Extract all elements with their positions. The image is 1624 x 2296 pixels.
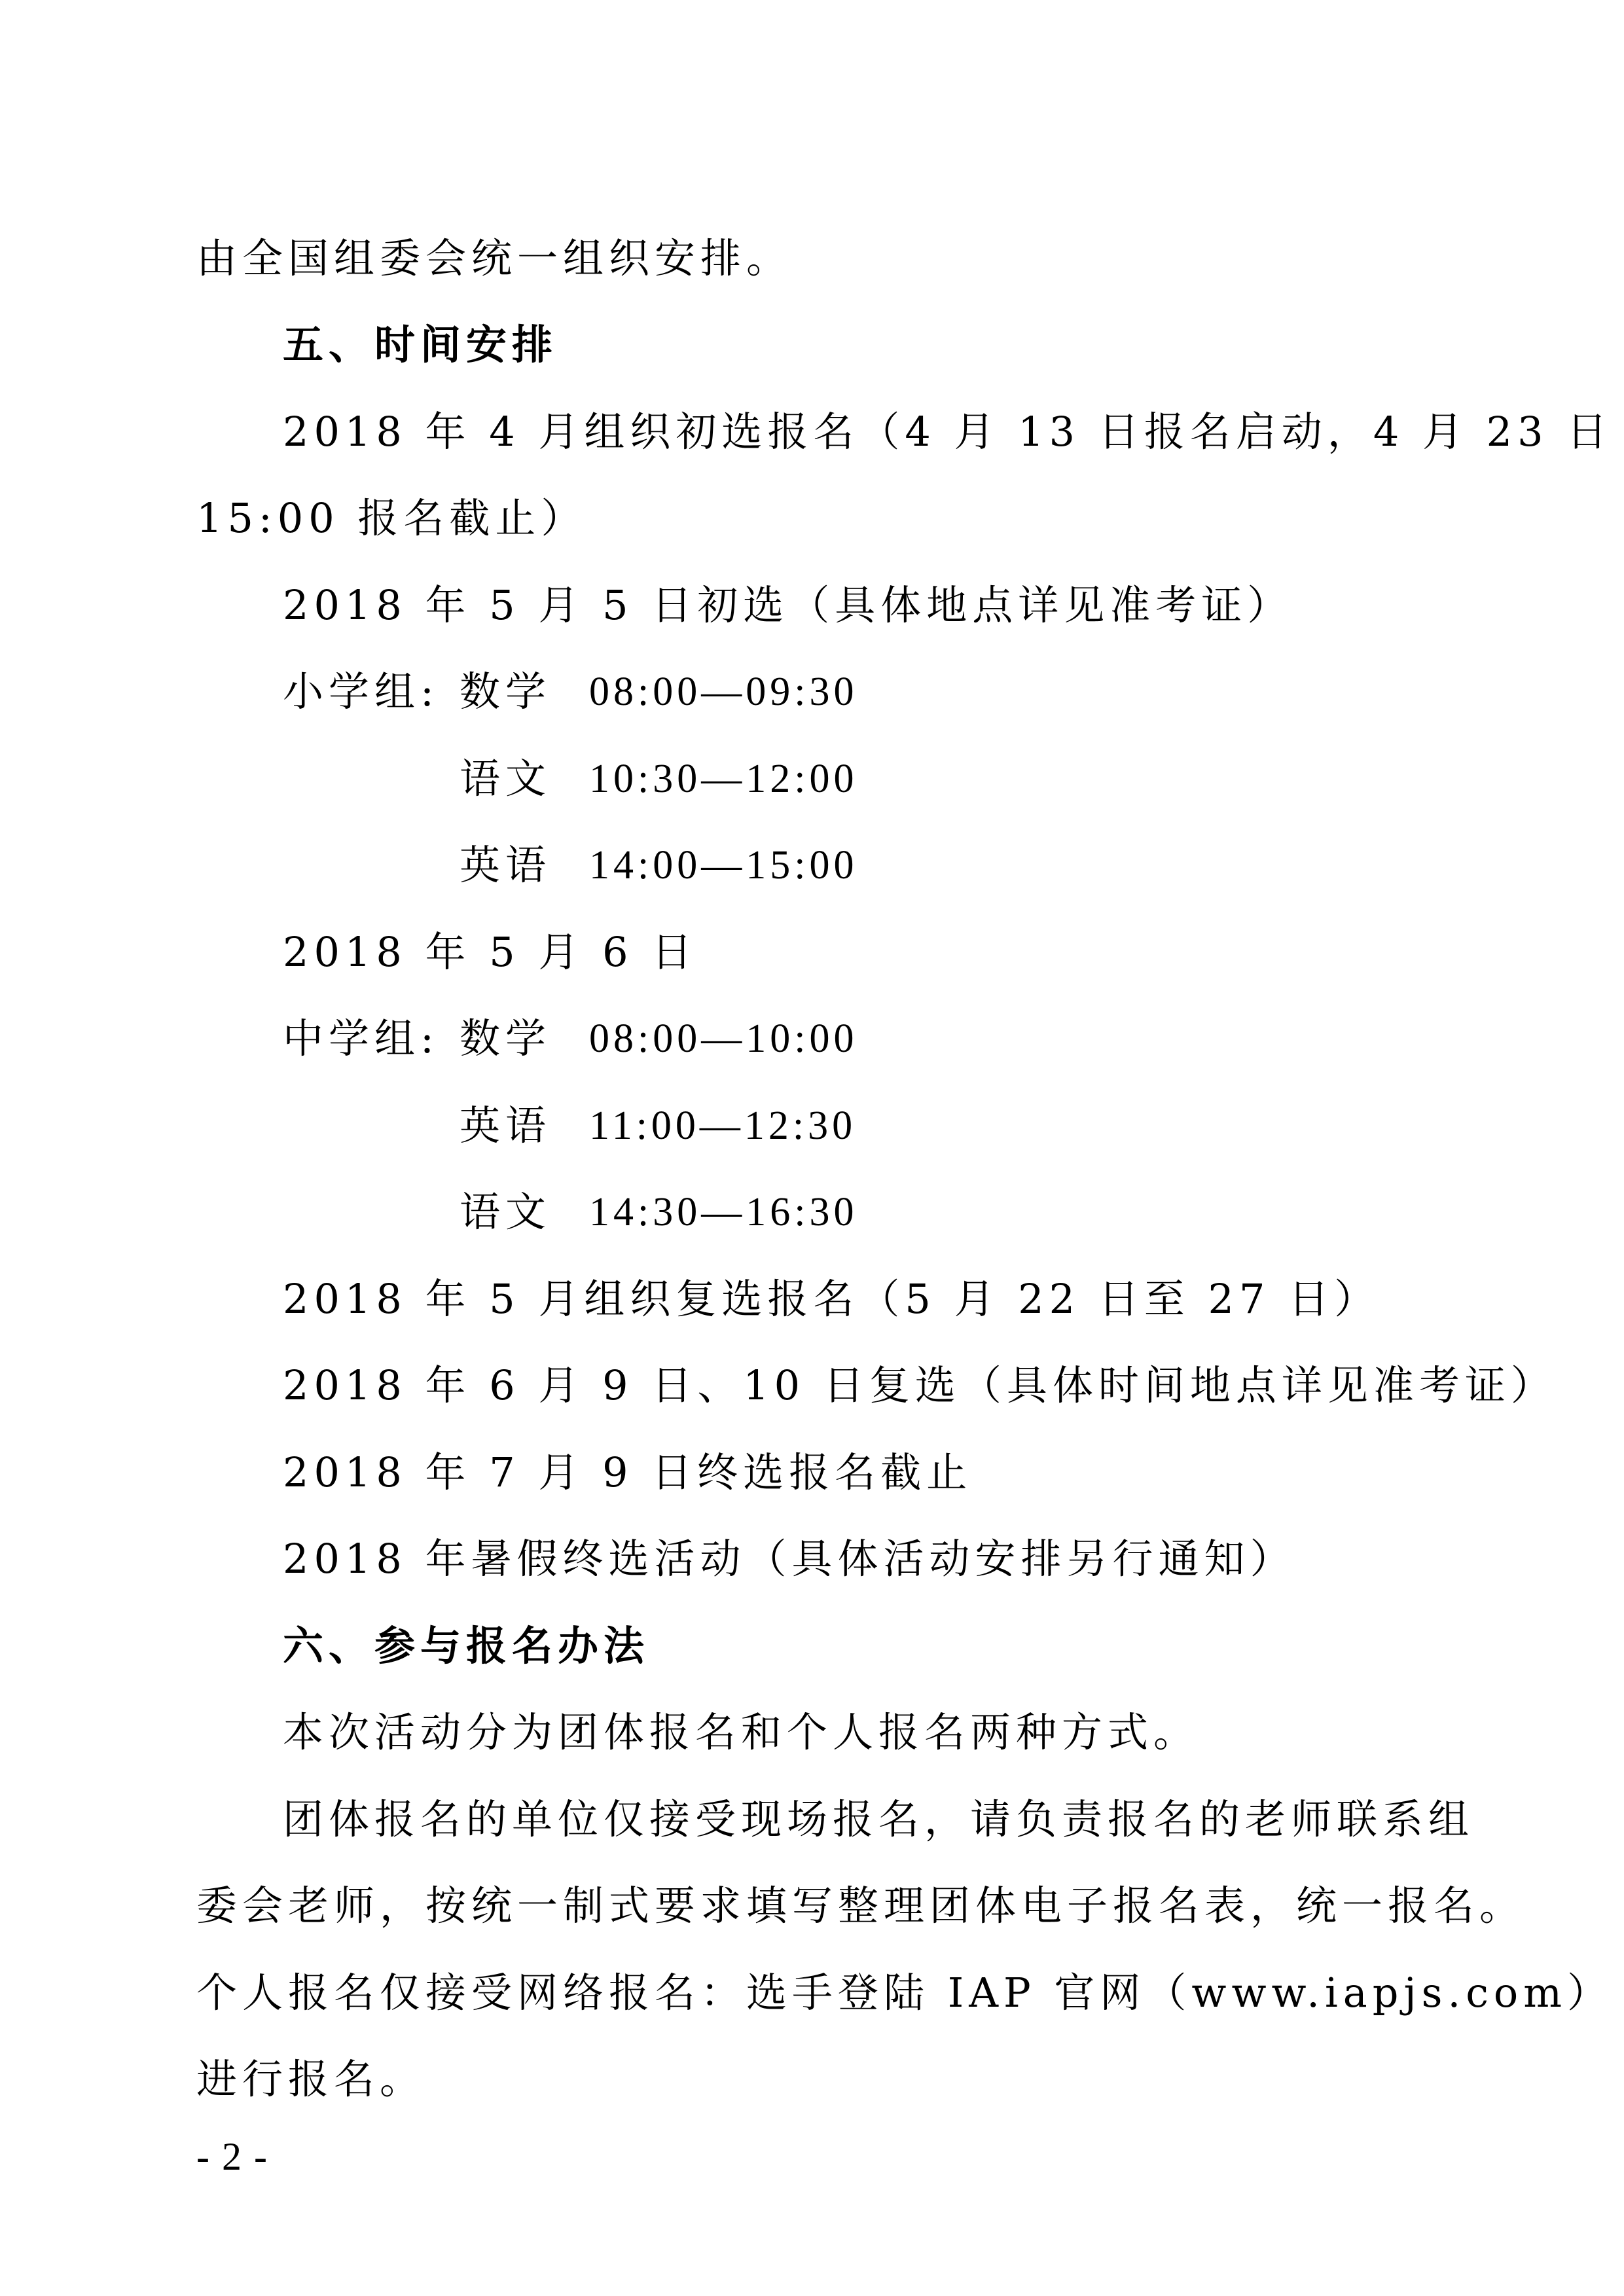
paragraph-summer-final: 2018 年暑假终选活动（具体活动安排另行通知） <box>283 1535 1296 1583</box>
section-heading-registration: 六、参与报名办法 <box>283 1622 650 1670</box>
schedule-time: 08:00—09:30 <box>589 670 858 714</box>
paragraph-registration-modes: 本次活动分为团体报名和个人报名两种方式。 <box>283 1708 1200 1756</box>
paragraph-may6: 2018 年 5 月 6 日 <box>283 928 698 976</box>
schedule-subject: 数学 <box>460 1014 552 1062</box>
middle-group-label: 中学组: <box>283 1014 439 1062</box>
paragraph-individual-registration: 个人报名仅接受网络报名：选手登陆 IAP 官网（www.iapjs.com） <box>196 1969 1614 2017</box>
schedule-time: 08:00—10:00 <box>589 1016 858 1061</box>
schedule-subject: 语文 <box>460 755 552 802</box>
paragraph-may-resignup: 2018 年 5 月组织复选报名（5 月 22 日至 27 日） <box>283 1275 1380 1323</box>
schedule-subject: 英语 <box>460 1102 552 1149</box>
schedule-time: 14:30—16:30 <box>589 1190 858 1234</box>
page-number: - 2 - <box>196 2135 268 2178</box>
paragraph-april-signup-cont: 15:00 报名截止） <box>196 494 587 542</box>
paragraph-june-reselection: 2018 年 6 月 9 日、10 日复选（具体时间地点详见准考证） <box>283 1361 1557 1409</box>
paragraph-group-registration: 团体报名的单位仅接受现场报名，请负责报名的老师联系组 <box>283 1795 1475 1843</box>
schedule-subject: 语文 <box>460 1188 552 1236</box>
schedule-subject: 英语 <box>460 841 552 889</box>
paragraph-july-deadline: 2018 年 7 月 9 日终选报名截止 <box>283 1448 973 1496</box>
primary-group-label: 小学组: <box>283 668 439 715</box>
paragraph-may5-preliminary: 2018 年 5 月 5 日初选（具体地点详见准考证） <box>283 581 1293 629</box>
paragraph-individual-registration-cont: 进行报名。 <box>196 2055 426 2103</box>
schedule-subject: 数学 <box>460 668 552 715</box>
section-heading-schedule: 五、时间安排 <box>283 321 558 368</box>
schedule-time: 11:00—12:30 <box>589 1103 857 1148</box>
paragraph-april-signup: 2018 年 4 月组织初选报名（4 月 13 日报名启动，4 月 23 日 <box>283 408 1613 456</box>
paragraph-continuation: 由全国组委会统一组织安排。 <box>196 234 793 282</box>
schedule-time: 10:30—12:00 <box>589 757 858 801</box>
paragraph-group-registration-cont: 委会老师，按统一制式要求填写整理团体电子报名表，统一报名。 <box>196 1882 1526 1929</box>
schedule-time: 14:00—15:00 <box>589 843 858 888</box>
